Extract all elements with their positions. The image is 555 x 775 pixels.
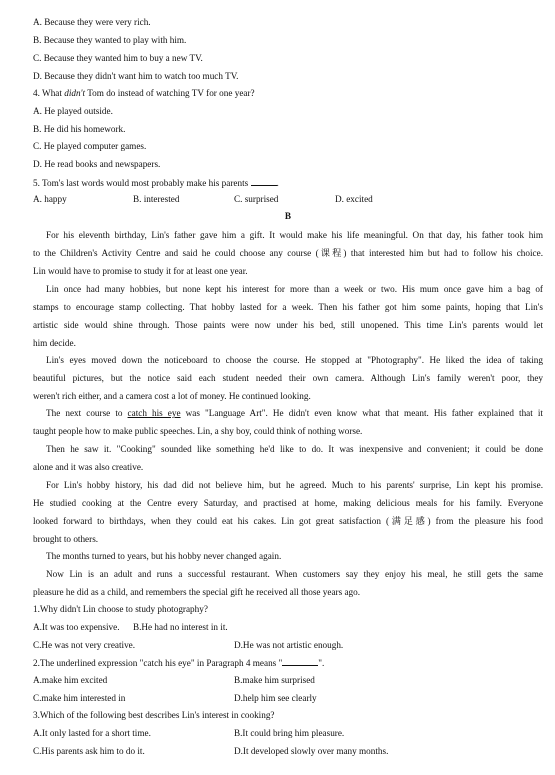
passage-line: The months turned to years, but his hobby never changed again. bbox=[46, 551, 282, 561]
q5-stem: 5. Tom's last words would most probably make his parents . bbox=[33, 178, 279, 188]
b-q3-option-b: B.It could bring him pleasure. bbox=[234, 728, 345, 738]
b-q3-option-d: D.It developed slowly over many months. bbox=[234, 746, 389, 756]
passage-line: Lin would have to promise to study it for at least one year. bbox=[33, 266, 248, 276]
b-q3-stem: 3.Which of the following best describes Lin's interest in cooking? bbox=[33, 710, 275, 720]
passage-line: For his eleventh birthday, Lin's father gave him a gift. It would make his life meaningful. On that day, his father took him bbox=[46, 230, 543, 240]
q4-emphasis: didn't bbox=[64, 88, 86, 98]
answer-blank bbox=[282, 656, 318, 666]
b-q1-option-a: A.It was too expensive. bbox=[33, 622, 120, 632]
passage-line: to the Children's Activity Centre and said he could choose any course (课程) that interested him but had to follow his choice. bbox=[33, 248, 543, 258]
b-q2-stem: 2.The underlined expression "catch his eye" in Paragraph 4 means " ". bbox=[33, 658, 325, 668]
q3-option-d: D. Because they didn't want him to watch too much TV. bbox=[33, 71, 239, 81]
passage-line: looked forward to birthdays, when they could eat his cakes. Lin got great satisfaction (满足感) from the pleasure his food bbox=[33, 516, 543, 526]
q5-option-b: B. interested bbox=[133, 194, 180, 204]
q3-option-c: C. Because they wanted him to buy a new TV. bbox=[33, 53, 203, 63]
q5-option-d: D. excited bbox=[335, 194, 373, 204]
passage-line: him decide. bbox=[33, 338, 76, 348]
passage-line: stamps to encourage stamp collecting. That hobby lasted for a week. Then his father got him some paints, hoping that Lin's bbox=[33, 302, 543, 312]
q4-option-a: A. He played outside. bbox=[33, 106, 113, 116]
passage-line: Now Lin is an adult and runs a successful restaurant. When customers say they enjoy his meal, he still gets the same bbox=[46, 569, 543, 579]
b-q2-option-c: C.make him interested in bbox=[33, 693, 126, 703]
q3-option-b: B. Because they wanted to play with him. bbox=[33, 35, 187, 45]
q4-option-b: B. He did his homework. bbox=[33, 124, 126, 134]
passage-line: The next course to catch his eye was "Language Art". He didn't even know what that meant. His father explained that it bbox=[46, 408, 543, 418]
passage-line: alone and it was also creative. bbox=[33, 462, 144, 472]
q4-option-c: C. He played computer games. bbox=[33, 141, 147, 151]
passage-line: Lin once had many hobbies, but none kept his interest for more than a week or two. His mum once gave him a bag of bbox=[46, 284, 543, 294]
b-q1-option-d: D.He was not artistic enough. bbox=[234, 640, 344, 650]
passage-line: brought to others. bbox=[33, 534, 99, 544]
passage-line: He studied cooking at the Centre every Saturday, and practised at home, making delicious meals for his family. Everyone bbox=[33, 498, 543, 508]
b-q1-stem: 1.Why didn't Lin choose to study photography? bbox=[33, 604, 208, 614]
passage-line: Lin's eyes moved down the noticeboard to choose the course. He stopped at "Photography". He liked the idea of taking bbox=[46, 355, 543, 365]
b-q3-option-c: C.His parents ask him to do it. bbox=[33, 746, 145, 756]
answer-blank bbox=[251, 176, 277, 186]
b-q1-option-c: C.He was not very creative. bbox=[33, 640, 136, 650]
passage-line: Then he saw it. "Cooking" sounded like something he'd like to do. It was inexpensive and convenient; it could be done bbox=[46, 444, 543, 454]
q4-stem: 4. What didn't Tom do instead of watching TV for one year? bbox=[33, 88, 255, 98]
underlined-expression: catch his eye bbox=[127, 408, 181, 418]
passage-line: For Lin's hobby history, his dad did not believe him, but he agreed. Much to his parents' surprise, Lin kept his promise. bbox=[46, 480, 543, 490]
b-q2-option-d: D.help him see clearly bbox=[234, 693, 317, 703]
b-q1-option-b: B.He had no interest in it. bbox=[133, 622, 228, 632]
q5-option-c: C. surprised bbox=[234, 194, 279, 204]
passage-line: weren't rich either, and a camera cost a lot of money. He continued looking. bbox=[33, 391, 311, 401]
b-q3-option-a: A.It only lasted for a short time. bbox=[33, 728, 151, 738]
passage-line: pleasure he did as a child, and remembers the special gift he received all those years ago. bbox=[33, 587, 361, 597]
q4-option-d: D. He read books and newspapers. bbox=[33, 159, 161, 169]
b-q2-option-b: B.make him surprised bbox=[234, 675, 315, 685]
passage-line: artistic side would shine through. Those paints were now under his bed, still unopened. This time Lin's parents would let bbox=[33, 320, 543, 330]
passage-line: taught people how to make public speeches. Lin, a shy boy, could think of nothing worse. bbox=[33, 426, 363, 436]
passage-line: beautiful pictures, but the notice said each student needed their own camera. Although Lin's family weren't poor, they bbox=[33, 373, 543, 383]
q5-option-a: A. happy bbox=[33, 194, 67, 204]
b-q2-option-a: A.make him excited bbox=[33, 675, 108, 685]
section-heading: B bbox=[284, 211, 292, 221]
q3-option-a: A. Because they were very rich. bbox=[33, 17, 151, 27]
